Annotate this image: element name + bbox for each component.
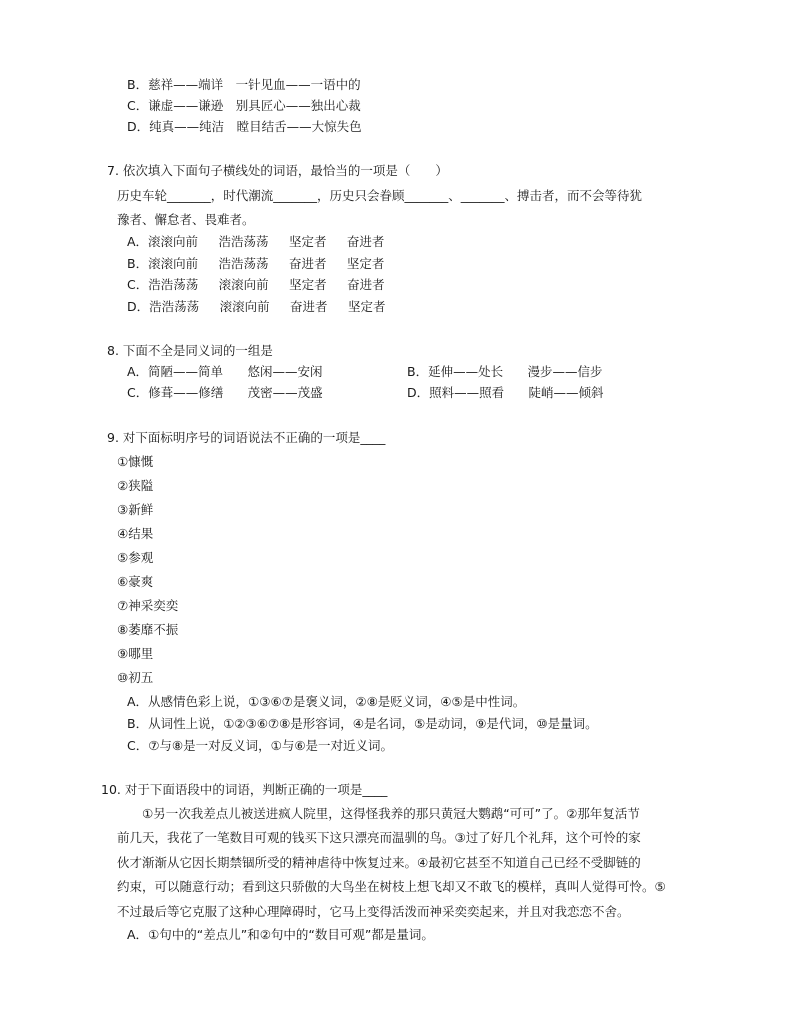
q7-stem: 7. 依次填入下面句子横线处的词语，最恰当的一项是（ ） [107, 163, 448, 178]
q7-option-a: A．滚滚向前 浩浩荡荡 坚定者 奋进者 [127, 234, 385, 249]
q7-option-b: B．滚滚向前 浩浩荡荡 奋进者 坚定者 [127, 256, 385, 271]
q9-word: ⑩初五 [117, 670, 154, 685]
q9-option-c: C．⑦与⑧是一对反义词，①与⑥是一对近义词。 [127, 738, 394, 753]
q8-stem: 8. 下面不全是同义词的一组是 [107, 343, 273, 358]
q9-word: ⑦神采奕奕 [117, 598, 179, 613]
q9-stem: 9. 对下面标明序号的词语说法不正确的一项是____ [107, 430, 386, 445]
q8-option-a: A．简陋——简单 悠闲——安闲 [127, 364, 323, 379]
q9-word: ①慷慨 [117, 454, 154, 469]
q10-passage-line-5: 不过最后等它克服了这种心理障碍时，它马上变得活泼而神采奕奕起来，并且对我恋恋不舍。 [117, 904, 630, 919]
q10-stem: 10. 对于下面语段中的词语，判断正确的一项是____ [101, 782, 388, 797]
q7-option-c: C．浩浩荡荡 滚滚向前 坚定者 奋进者 [127, 277, 385, 292]
q8-option-d: D．照料——照看 陡峭——倾斜 [407, 385, 604, 400]
prev-option-d: D．纯真——纯洁 瞠目结舌——大惊失色 [127, 119, 362, 134]
q9-word: ②狭隘 [117, 478, 154, 493]
prev-option-c: C．谦虚——谦逊 别具匠心——独出心裁 [127, 98, 361, 113]
q7-option-d: D．浩浩荡荡 滚滚向前 奋进者 坚定者 [127, 299, 386, 314]
q10-passage-line-2: 前几天，我花了一笔数目可观的钱买下这只漂亮而温驯的鸟。③过了好几个礼拜，这个可怜的家 [117, 830, 641, 845]
q8-option-c: C．修葺——修缮 茂密——茂盛 [127, 385, 323, 400]
q9-word: ⑤参观 [117, 550, 154, 565]
q9-option-a: A．从感情色彩上说，①③⑥⑦是褒义词，②⑧是贬义词，④⑤是中性词。 [127, 694, 526, 709]
q7-passage-line-1: 历史车轮_______，时代潮流_______，历史只会眷顾_______、_______、搏击者，而不会等待犹 [117, 188, 643, 203]
q9-word: ⑧萎靡不振 [117, 622, 179, 637]
q10-option-a: A．①句中的“差点儿”和②句中的“数目可观”都是量词。 [127, 927, 434, 942]
q10-passage-line-4: 约束，可以随意行动；看到这只骄傲的大鸟坐在树枝上想飞却又不敢飞的模样，真叫人觉得可怜。⑤ [117, 879, 666, 894]
q8-option-b: B．延伸——处长 漫步——信步 [407, 364, 603, 379]
q9-word: ④结果 [117, 526, 154, 541]
q9-word: ⑥豪爽 [117, 574, 154, 589]
q9-word: ⑨哪里 [117, 646, 154, 661]
q10-passage-line-3: 伙才渐渐从它因长期禁锢所受的精神虐待中恢复过来。④最初它甚至不知道自己已经不受脚链的 [117, 855, 641, 870]
prev-option-b: B．慈祥——端详 一针见血——一语中的 [127, 77, 361, 92]
q9-word: ③新鲜 [117, 502, 154, 517]
q9-option-b: B．从词性上说，①②③⑥⑦⑧是形容词，④是名词，⑤是动词，⑨是代词，⑩是量词。 [127, 716, 598, 731]
q7-passage-line-2: 豫者、懈怠者、畏难者。 [117, 212, 255, 227]
q10-passage-line-1: ①另一次我差点儿被送进疯人院里，这得怪我养的那只黄冠大鹦鹉“可可”了。②那年复活节 [117, 806, 640, 821]
